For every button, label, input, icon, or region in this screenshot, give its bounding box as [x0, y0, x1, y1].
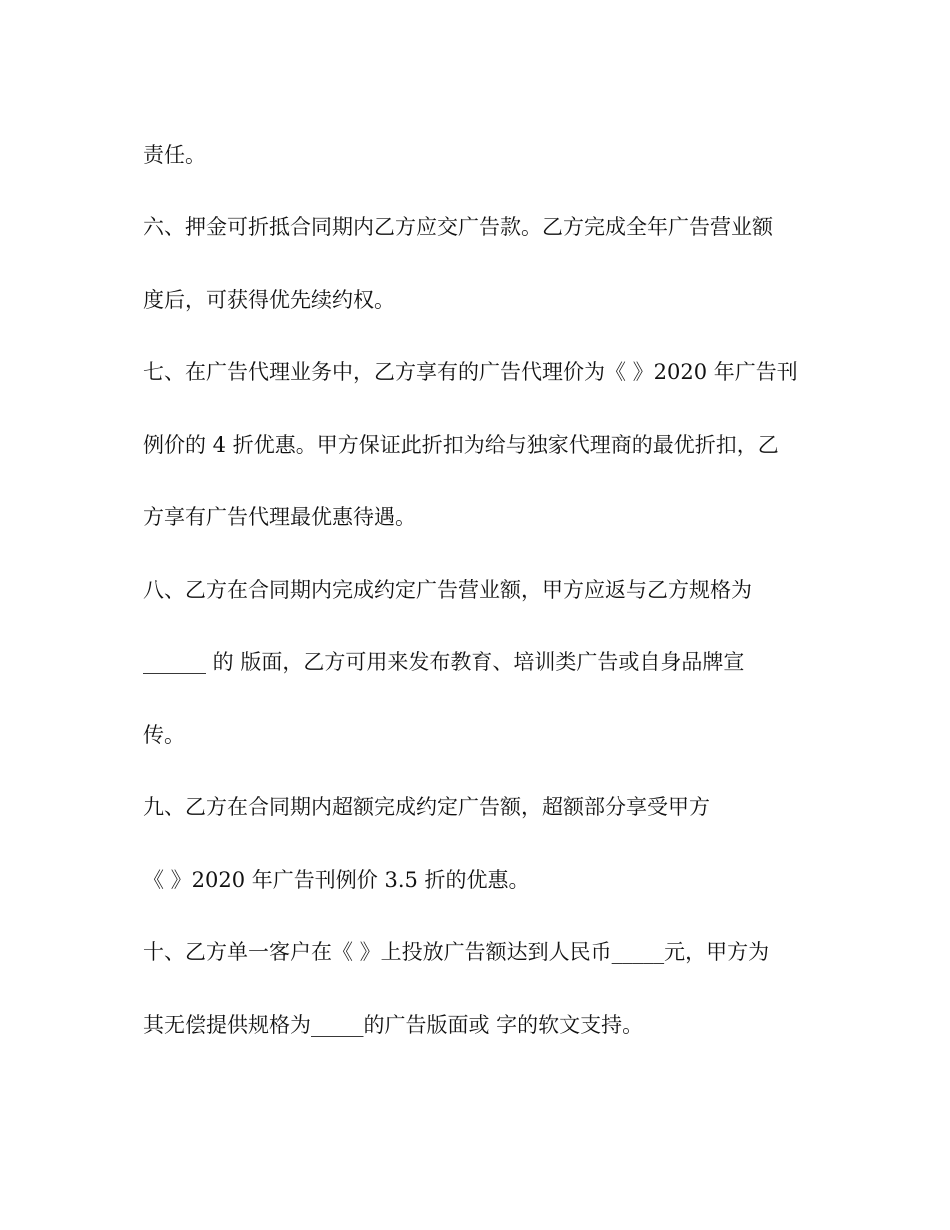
text-line: 例价的 4 折优惠。甲方保证此折扣为给与独家代理商的最优折扣，乙: [143, 433, 779, 457]
text-line: 方享有广告代理最优惠待遇。: [143, 505, 416, 529]
text-line: 七、在广告代理业务中，乙方享有的广告代理价为《 》2020 年广告刊: [143, 360, 798, 384]
text-line: ______ 的 版面，乙方可用来发布教育、培训类广告或自身品牌宣: [143, 650, 745, 674]
text-line: 其无偿提供规格为_____的广告版面或 字的软文支持。: [143, 1013, 644, 1037]
text-line: 责任。: [143, 143, 206, 167]
text-line: 十、乙方单一客户在《 》上投放广告额达到人民币_____元，甲方为: [143, 940, 770, 964]
text-line: 八、乙方在合同期内完成约定广告营业额，甲方应返与乙方规格为: [143, 578, 752, 602]
text-line: 六、押金可折抵合同期内乙方应交广告款。乙方完成全年广告营业额: [143, 215, 773, 239]
text-line: 度后，可获得优先续约权。: [143, 288, 395, 312]
text-line: 传。: [143, 723, 185, 747]
text-line: 九、乙方在合同期内超额完成约定广告额，超额部分享受甲方: [143, 795, 710, 819]
text-line: 《 》2020 年广告刊例价 3.5 折的优惠。: [143, 868, 530, 892]
